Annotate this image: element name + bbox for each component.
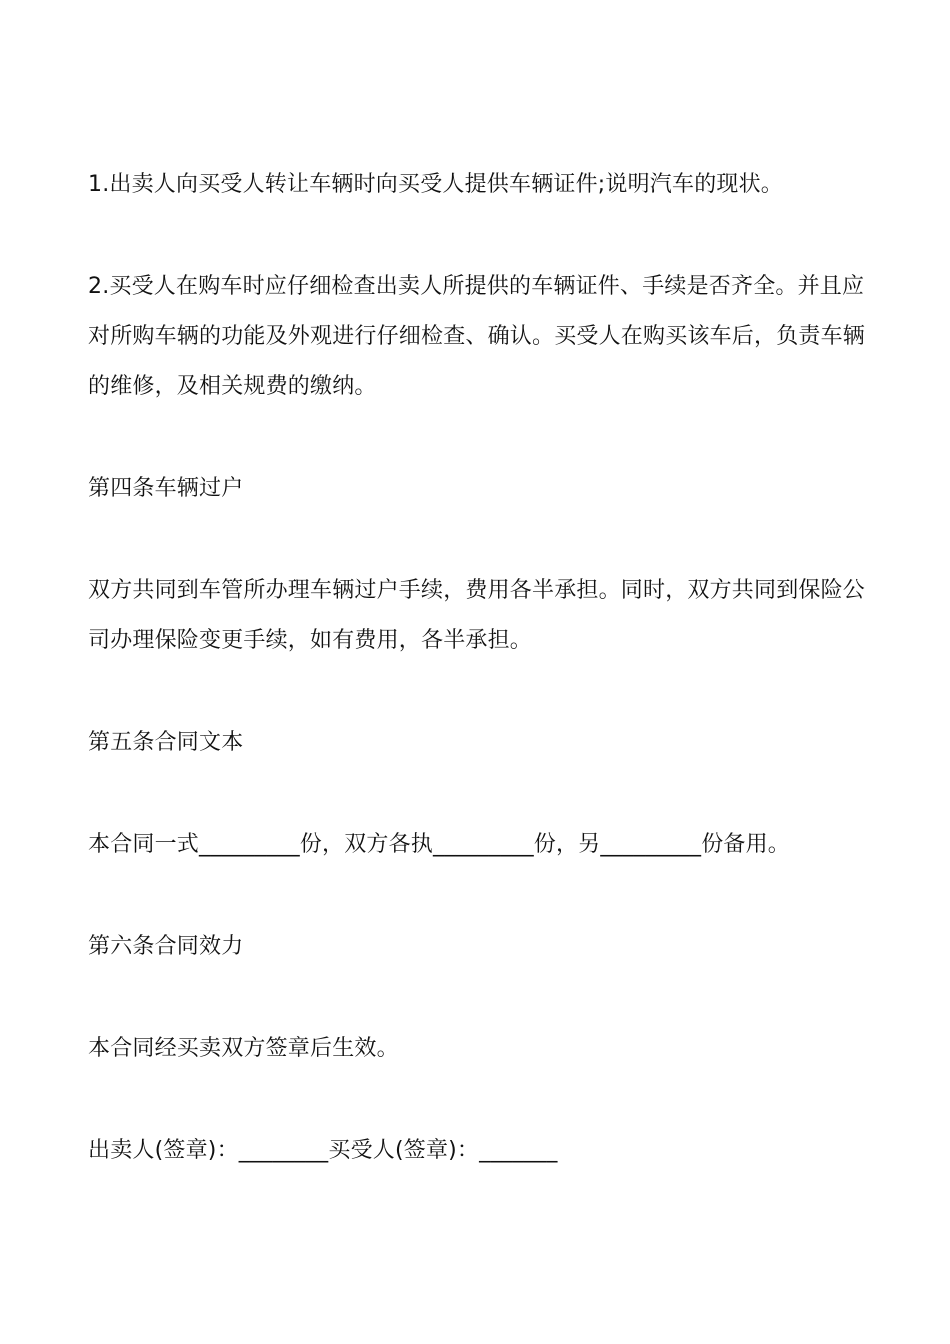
article-6-body: 本合同经买卖双方签章后生效。 — [88, 1036, 399, 1061]
document-content — [88, 160, 878, 1176]
article-4-heading: 第四条车辆过户 — [88, 476, 244, 501]
article-6-heading: 第六条合同效力 — [88, 934, 244, 959]
article-5-heading: 第五条合同文本 — [88, 730, 244, 755]
signature-line: 出卖人(签章)：________买受人(签章)：_______ — [88, 1138, 558, 1163]
article-4-body: 双方共同到车管所办理车辆过户手续，费用各半承担。同时，双方共同到保险公司办理保险变更手续，如有费用，各半承担。 — [88, 578, 866, 653]
clause-item-1: 1.出卖人向买受人转让车辆时向买受人提供车辆证件;说明汽车的现状。 — [88, 172, 784, 197]
clause-item-2: 2.买受人在购车时应仔细检查出卖人所提供的车辆证件、手续是否齐全。并且应对所购车辆的功能及外观进行仔细检查、确认。买受人在购买该车后，负责车辆的维修，及相关规费的缴纳。 — [88, 274, 866, 399]
article-5-body: 本合同一式_________份，双方各执_________份，另_________份备用。 — [88, 832, 791, 857]
